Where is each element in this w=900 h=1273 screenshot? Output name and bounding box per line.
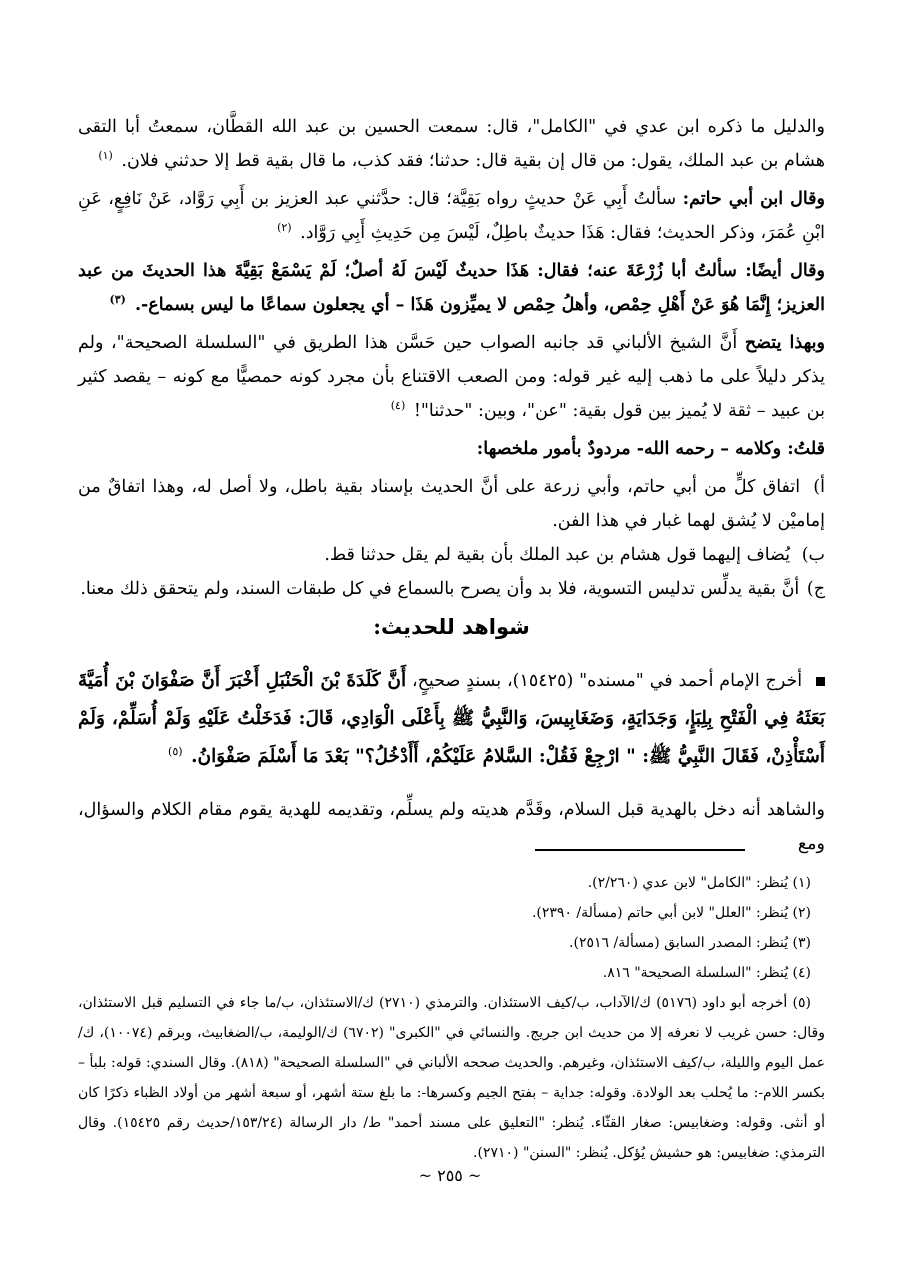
footnote-ref-5[interactable]: (٥) xyxy=(168,744,183,758)
paragraph-4-lead: وبهذا يتضح xyxy=(744,333,825,353)
main-text xyxy=(78,110,825,865)
hadith-paragraph xyxy=(78,662,825,776)
paragraph-2-text: سألتُ أَبِي عَنْ حديثٍ رواه بَقِيَّة؛ قال: حدَّثني عبد العزيز بن أَبِي رَوَّاد، عَنْ نَافِعٍ، عَنِ ابْنِ عُمَرَ، وذكر الحديث؛ فقال: هَذَا حديثٌ باطِلٌ، لَيْسَ مِن حَدِيثِ أَبِي رَوَّاد. xyxy=(78,189,825,243)
list-item-c-text: أنَّ بقية يدلِّس تدليس التسوية، فلا بد وأن يصرح بالسماع في كل طبقات السند، ولم يتحقق ذلك معنا. xyxy=(80,579,800,599)
paragraph-1-text: والدليل ما ذكره ابن عدي في "الكامل"، قال: سمعت الحسين بن عبد الله القطَّان، سمعتُ أبا التقى هشام بن عبد الملك، يقول: من قال إن بقية قال: حدثنا؛ فقد كذب، ما قال بقية قط إلا حدثني فلان. xyxy=(78,117,825,171)
footnote-ref-1[interactable]: (١) xyxy=(98,149,113,163)
paragraph-1 xyxy=(78,110,825,178)
paragraph-5: قلتُ: وكلامه – رحمه الله- مردودٌ بأمور ملخصها: xyxy=(476,439,825,459)
list-item-b-text: يُضاف إليهما قول هشام بن عبد الملك بأن بقية لم يقل حدثنا قط. xyxy=(324,545,791,565)
paragraph-6: والشاهد أنه دخل بالهدية قبل السلام، وقَدَّم هديته ولم يسلِّم، وتقديمه للهدية يقوم مقام الكلام والسؤال، ومع xyxy=(78,800,825,854)
footnote-2: (٢) يُنظر: "العلل" لابن أبي حاتم (مسألة/ ٢٣٩٠). xyxy=(531,905,811,921)
list-item-a xyxy=(78,470,825,538)
section-heading-text: شواهد للحديث xyxy=(380,615,530,639)
square-bullet-icon xyxy=(816,677,825,686)
paragraph-4-text: أَنَّ الشيخ الألباني قد جانبه الصواب حين حَسَّن هذا الطريق في "السلسلة الصحيحة"، ولم يذكر دليلاً على ما ذهب إليه غير قوله: ومن الصعب الاقتناع بأن مجرد كونه حمصيًّا مع كونه – يقصد كثير بن عبيد – ثقة لا يُميز بين قول بقية: "عن"، وبين: "حدثنا"! xyxy=(78,333,825,421)
list-marker-b: ب) xyxy=(801,545,825,565)
paragraph-3-text: وقال أيضًا: سألتُ أبا زُرْعَةَ عنه؛ فقال: هَذَا حديثٌ لَيْسَ لَهُ أصلٌ؛ لَمْ يَسْمَعْ بَقِيَّةَ هذا الحديثَ من عبد العزيز؛ إِنَّمَا هُوَ عَنْ أَهْلِ حِمْص، وأهلُ حِمْص لا يميِّزون هَذَا – أي يجعلون سماعًا ما ليس بسماع-. xyxy=(78,261,825,315)
footnote-divider xyxy=(535,849,745,851)
footnote-3: (٣) يُنظر: المصدر السابق (مسألة/ ٢٥١٦). xyxy=(569,935,811,951)
footnote-ref-3[interactable]: (٣) xyxy=(109,293,126,307)
footnote-1: (١) يُنظر: "الكامل" لابن عدي (٢/٢٦٠). xyxy=(587,875,811,891)
footnote-ref-4[interactable]: (٤) xyxy=(390,399,406,413)
footnote-5: (٥) أخرجه أبو داود (٥١٧٦) ك/الآداب، ب/كيف الاستئذان. والترمذي (٢٧١٠) ك/الاستئذان، ب/ما جاء في التسليم قبل الاستئذان، وقال: حسن غريب لا نعرفه إلا من حديث ابن جريج. والنسائي في "الكبرى" (٦٧٠٢) ك/الوليمة، ب/الضغابيث، وبرقم (١٠٠٧٤)، ك/عمل اليوم والليلة، ب/كيف الاستئذان، وغيرهم. والحديث صححه الألباني في "السلسلة الصحيحة" (٨١٨). وقال السندي: قوله: بلبأ – بكسر اللام-: ما يُحلب بعد الولادة. وقوله: جداية – بفتح الجيم وكسرها-: ما بلغ ستة أشهر، أو سبعة أشهر من أولاد الظباء ذكرًا كان أو أنثى. وقوله: وضغابيس: صغار القثّاء. يُنظر: "التعليق على مسند أحمد" ط/ دار الرسالة (١٥٣/٢٤/حديث رقم ١٥٤٢٥). وقال الترمذي: ضغابيس: هو حشيش يُؤكل. يُنظر: "السنن" (٢٧١٠). xyxy=(78,995,826,1161)
list-item-a-text: اتفاق كلٍّ من أبي حاتم، وأبي زرعة على أنَّ الحديث بإسناد بقية باطل، ولا أصل له، وهذا اتفاقٌ من إماميْن لا يُشق لهما غبار في هذا الفن. xyxy=(78,477,825,531)
paragraph-2-lead: وقال ابن أبي حاتم: xyxy=(682,189,825,209)
list-item-c xyxy=(78,572,825,606)
hadith-text: أَنَّ كَلَدَةَ بْنَ الْحَنْبَلِ أَخْبَرَ أَنَّ صَفْوَانَ بْنَ أُمَيَّةَ بَعَثَهُ فِي الْفَتْحِ بِلِبَإٍ، وَجَدَايَةٍ، وَضَغَابِيسَ، وَالنَّبِيُّ ﷺ بِأَعْلَى الْوَادِي، قَالَ: فَدَخَلْتُ عَلَيْهِ وَلَمْ أُسَلِّمْ، وَلَمْ أَسْتَأْذِنْ، فَقَالَ النَّبِيُّ ﷺ: " ارْجِعْ فَقُلْ: السَّلامُ عَلَيْكُمْ، أَأَدْخُلُ؟" بَعْدَ مَا أَسْلَمَ صَفْوَانُ. xyxy=(78,669,825,767)
paragraph-2 xyxy=(78,182,825,250)
list-marker-a: أ) xyxy=(813,477,825,497)
paragraph-4 xyxy=(78,326,825,428)
footnote-ref-2[interactable]: (٢) xyxy=(277,221,292,235)
footnotes xyxy=(78,868,825,1168)
section-heading xyxy=(78,610,825,644)
page-number: ~ ٢٥٥ ~ xyxy=(418,1166,482,1185)
list-marker-c: ج) xyxy=(806,579,825,599)
hadith-intro: أخرج الإمام أحمد في "مسنده" (١٥٤٢٥)، بسندٍ صحيحٍ، xyxy=(411,670,803,691)
paragraph-3 xyxy=(78,254,825,322)
footnote-4: (٤) يُنظر: "السلسلة الصحيحة" ٨١٦. xyxy=(602,965,811,981)
list-item-b xyxy=(78,538,825,572)
section-heading-colon: : xyxy=(373,614,381,639)
